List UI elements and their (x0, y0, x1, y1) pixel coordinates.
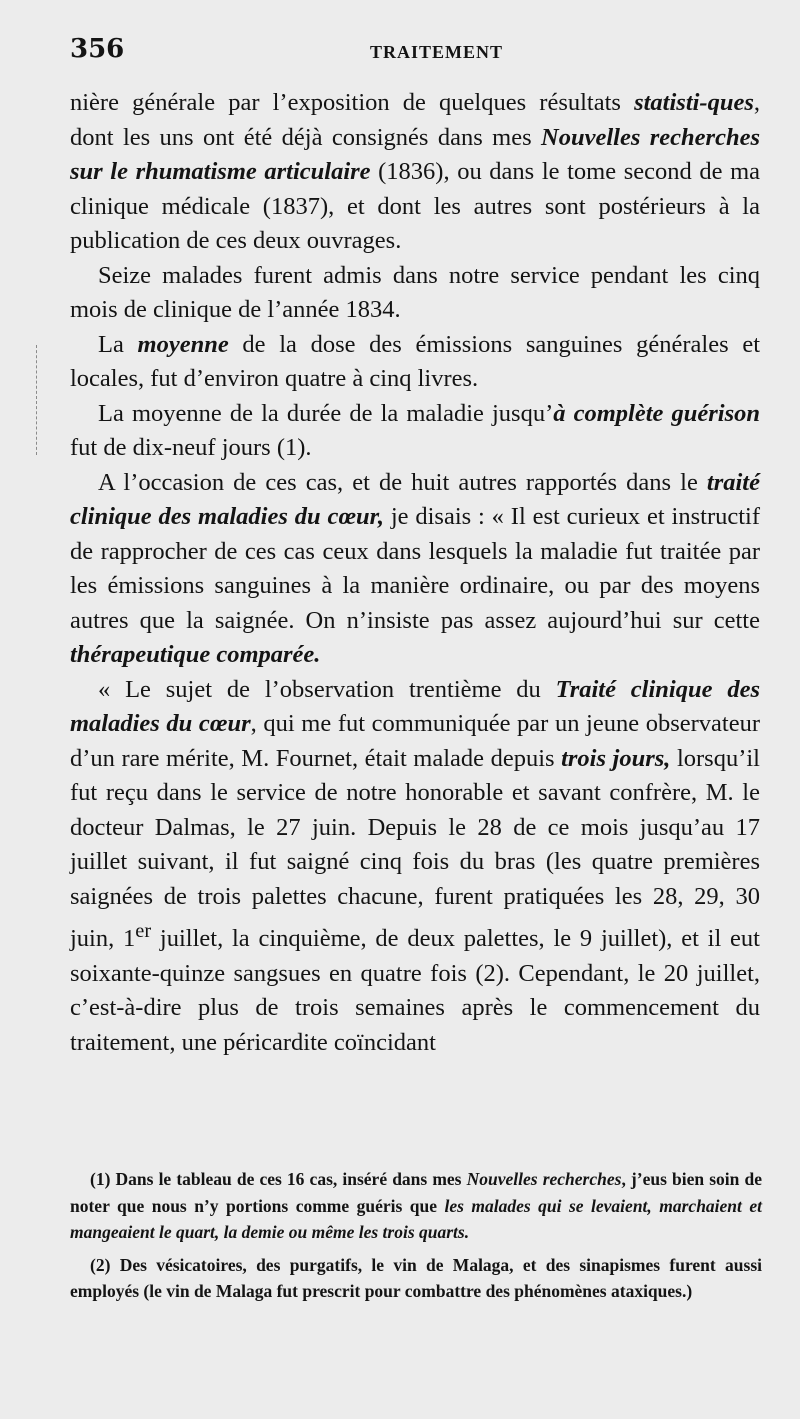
paragraph-1 (70, 86, 760, 259)
margin-mark (36, 345, 43, 455)
text-run: je disais : « Il est curieux et instructif de rapprocher de ces cas ceux dans lesquels la maladie fut traitée par les émissions sanguines à la manière ordinaire, ou par des moyens autres que la saignée. On n’insiste pas assez aujourd’hui sur cette (70, 503, 760, 634)
italic-run: Nouvelles recherches (466, 1169, 622, 1189)
italic-run: thérapeutique comparée. (70, 641, 321, 668)
body-text (70, 86, 760, 1060)
footnotes (70, 1166, 762, 1311)
page-number: 356 (70, 34, 125, 64)
italic-run: à complète guérison (553, 399, 760, 427)
footnote-1 (70, 1166, 762, 1246)
italic-run: trois jours, (561, 744, 671, 772)
paragraph-3 (70, 328, 760, 397)
text-run: juillet, la cinquième, de deux palettes, le 9 juillet), et il eut soixante-quinze sangsues en quatre fois (2). Cependant, le 20 juillet, c’est-à-dire plus de trois semaines après le commencement du traitement, une péricardite coïncidant (70, 925, 760, 1056)
paragraph-4 (70, 397, 760, 466)
text-run: (2) Des vésicatoires, des purgatifs, le vin de Malaga, et des sinapismes furent aussi employés (le vin de Malaga fut prescrit pour combattre des phénomènes ataxiques.) (70, 1254, 762, 1301)
running-title: TRAITEMENT (370, 42, 504, 62)
italic-run: les malades qui se levaient, marchaient et mangeaient le quart, la demie ou même les trois quarts. (70, 1195, 763, 1242)
text-run: , qui me fut communiquée par un jeune observateur d’un rare mérite, M. Fournet, était malade depuis (70, 710, 760, 772)
italic-run: Nouvelles recherches sur le rhumatisme articulaire (70, 123, 760, 185)
italic-run: Traité clinique des maladies du cœur (70, 675, 760, 737)
italic-run: traité clinique des maladies du cœur, (70, 468, 760, 530)
paragraph-6 (70, 673, 760, 1061)
footnote-2 (70, 1252, 762, 1305)
text-run: de la dose des émissions sanguines générales et locales, fut d’environ quatre à cinq livres. (70, 330, 761, 392)
text-run: , j’eus bien soin de noter que nous n’y portions comme guéris que (70, 1169, 762, 1216)
text-run: La (98, 330, 138, 358)
text-run: « Le sujet de l’observation trentième du (98, 675, 556, 703)
text-run: lorsqu’il fut reçu dans le service de notre honorable et savant confrère, M. le docteur Dalmas, le 27 juin. Depuis le 28 de ce mois jusqu’au 17 juillet suivant, il fut saigné cinq fois du bras (les quatre premières saignées de trois palettes chacune, furent pratiquées les 28, 29, 30 juin, 1 (70, 744, 760, 953)
text-run: , dont les uns ont été déjà consignés dans mes (70, 89, 760, 151)
text-run: nière générale par l’exposition de quelques résultats (70, 89, 635, 116)
running-head (70, 34, 760, 74)
text-run: (1) Dans le tableau de ces 16 cas, inséré dans mes (90, 1169, 467, 1189)
text-run: fut de dix-neuf jours (1). (70, 434, 312, 461)
text-run: (1836), ou dans le tome second de ma clinique médicale (1837), et dont les autres sont postérieurs à la publication de ces deux ouvrages. (70, 158, 761, 254)
italic-run: statisti-ques (634, 89, 754, 116)
text-run: Seize malades furent admis dans notre service pendant les cinq mois de clinique de l’année 1834. (70, 261, 760, 323)
italic-run: moyenne (137, 330, 229, 358)
paragraph-5 (70, 466, 760, 673)
text-run: La moyenne de la durée de la maladie jusqu’ (98, 399, 554, 427)
paragraph-2 (70, 259, 760, 328)
text-run: A l’occasion de ces cas, et de huit autres rapportés dans le (98, 468, 707, 496)
superscript: er (135, 920, 152, 942)
